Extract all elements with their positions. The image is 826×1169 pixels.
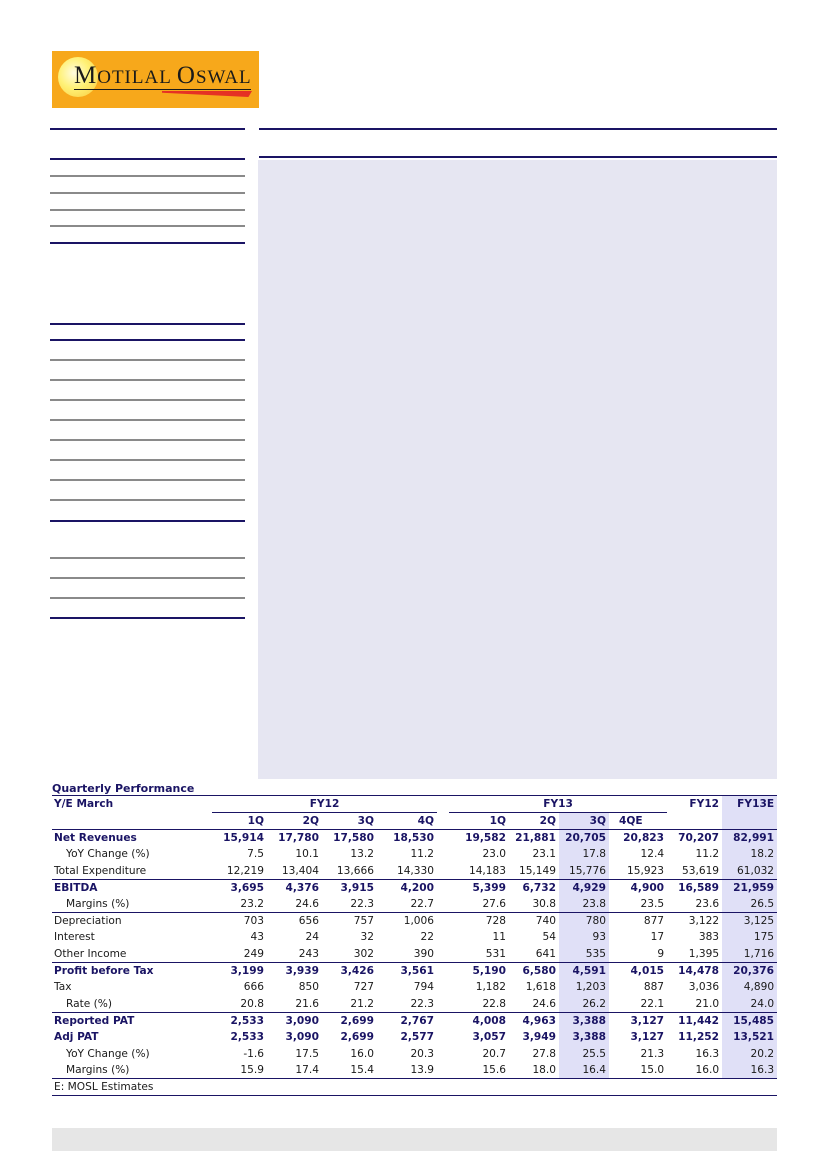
row-label: EBITDA — [52, 879, 212, 896]
cell: 6,580 — [509, 962, 559, 979]
cell: 22.1 — [640, 997, 665, 1010]
quarter-header: 4QE — [619, 815, 643, 828]
cell: 3,090 — [267, 1012, 322, 1029]
group-fy13: FY13 — [449, 796, 667, 813]
divider — [50, 128, 245, 130]
cell: 17.5 — [295, 1047, 319, 1060]
cell: 666 — [243, 981, 264, 994]
cell: 20.3 — [410, 1047, 435, 1060]
table-row — [52, 896, 777, 913]
cell: 24.0 — [722, 996, 777, 1013]
cell: 23.2 — [240, 898, 264, 911]
cell: 4,900 — [609, 879, 667, 896]
header-row-quarters — [52, 813, 777, 830]
cell: 877 — [609, 913, 667, 930]
cell: 4,591 — [559, 962, 609, 979]
cell: 780 — [559, 913, 609, 930]
row-label: Adj PAT — [54, 1031, 99, 1044]
cell: 15,776 — [559, 863, 609, 880]
divider — [50, 499, 245, 501]
brand-name: MOTILAL OSWAL — [74, 62, 252, 89]
cell: 20,823 — [609, 830, 667, 847]
divider — [50, 520, 245, 522]
table-row — [52, 946, 777, 963]
cell: 3,949 — [522, 1031, 557, 1044]
cell: 23.1 — [532, 848, 557, 861]
cell: 20,705 — [559, 830, 609, 847]
cell: 18,530 — [377, 830, 437, 847]
cell: 13,404 — [281, 864, 319, 877]
logo-swoosh — [162, 91, 252, 97]
cell: 249 — [243, 947, 264, 960]
cell: 390 — [413, 947, 435, 960]
cell: 27.8 — [532, 1047, 557, 1060]
cell: 243 — [298, 947, 319, 960]
table-row — [52, 1029, 777, 1046]
cell: 16.3 — [722, 1062, 777, 1079]
cell: 3,939 — [267, 962, 322, 979]
divider — [50, 459, 245, 461]
cell: 26.2 — [559, 996, 609, 1013]
divider — [50, 242, 245, 244]
divider — [50, 557, 245, 559]
cell: 21.3 — [640, 1047, 665, 1060]
cell: 887 — [643, 981, 665, 994]
cell: 20.7 — [482, 1047, 507, 1060]
cell: 25.5 — [559, 1045, 609, 1062]
cell: 15,485 — [722, 1012, 777, 1029]
divider — [50, 577, 245, 579]
cell: 20,376 — [722, 962, 777, 979]
cell: 30.8 — [532, 898, 557, 911]
cell: 22 — [420, 931, 435, 944]
table-row — [52, 962, 777, 979]
motilal-oswal-logo — [52, 51, 259, 108]
cell: 3,561 — [377, 962, 437, 979]
table-row — [52, 846, 777, 863]
divider — [50, 617, 245, 619]
group-fy12: FY12 — [212, 796, 437, 813]
cell: 2,699 — [322, 1012, 377, 1029]
cell: 22.8 — [482, 997, 507, 1010]
cell: 656 — [267, 913, 322, 930]
table-title: Quarterly Performance — [52, 781, 777, 796]
cell: 641 — [535, 947, 557, 960]
cell: 26.5 — [722, 896, 777, 913]
row-header-label: Y/E March — [54, 798, 114, 811]
cell: 15,923 — [626, 864, 665, 877]
divider — [50, 379, 245, 381]
divider — [50, 597, 245, 599]
quarter-header: 1Q — [247, 815, 264, 828]
cell: 18.2 — [722, 846, 777, 863]
cell: 1,716 — [722, 946, 777, 963]
cell: 535 — [559, 946, 609, 963]
cell: 16.4 — [559, 1062, 609, 1079]
cell: 3,090 — [285, 1031, 319, 1044]
col-fy12: FY12 — [689, 798, 720, 811]
table-row — [52, 879, 777, 896]
quarter-header: 3Q — [559, 813, 609, 830]
cell: 14,478 — [667, 962, 722, 979]
cell: 3,388 — [559, 1029, 609, 1046]
cell: 16.0 — [695, 1063, 720, 1076]
cell: 13,666 — [336, 864, 374, 877]
cell: 54 — [542, 931, 557, 944]
cell: 3,915 — [322, 879, 377, 896]
divider — [50, 359, 245, 361]
cell: 3,199 — [212, 962, 267, 979]
cell: 13,521 — [722, 1029, 777, 1046]
cell: 21,881 — [509, 830, 559, 847]
cell: 15.0 — [640, 1063, 665, 1076]
cell: 1,395 — [688, 947, 720, 960]
cell: 17.8 — [559, 846, 609, 863]
cell: 1,203 — [559, 979, 609, 996]
cell: 23.5 — [640, 898, 665, 911]
row-label: YoY Change (%) — [66, 1047, 150, 1060]
cell: 21.2 — [350, 997, 374, 1010]
cell: 61,032 — [722, 863, 777, 880]
cell: 11 — [492, 931, 507, 944]
cell: 15.9 — [240, 1063, 264, 1076]
cell: 17,780 — [267, 830, 322, 847]
row-label: Other Income — [54, 947, 127, 960]
cell: 3,426 — [322, 962, 377, 979]
cell: 20.8 — [240, 997, 264, 1010]
row-label: Rate (%) — [66, 997, 112, 1010]
cell: 14,330 — [396, 864, 435, 877]
cell: 1,006 — [377, 913, 437, 930]
cell: 21.0 — [695, 997, 720, 1010]
table-row — [52, 1062, 777, 1079]
cell: 16.0 — [350, 1047, 374, 1060]
cell: 21,959 — [722, 879, 777, 896]
cell: 5,399 — [449, 879, 509, 896]
divider — [50, 339, 245, 341]
cell: 24.6 — [532, 997, 557, 1010]
row-label: Margins (%) — [66, 1063, 130, 1076]
content-panel — [258, 160, 777, 779]
cell: 4,890 — [722, 979, 777, 996]
cell: 23.6 — [695, 898, 720, 911]
cell: 302 — [353, 947, 374, 960]
logo-underline — [74, 89, 251, 90]
cell: 17 — [650, 931, 665, 944]
cell: 13.9 — [410, 1063, 435, 1076]
table-row — [52, 1012, 777, 1029]
cell: 15.6 — [482, 1063, 507, 1076]
cell: 15,149 — [518, 864, 557, 877]
divider — [50, 323, 245, 325]
cell: 10.1 — [295, 848, 319, 861]
cell: 24.6 — [295, 898, 319, 911]
cell: 4,963 — [509, 1012, 559, 1029]
cell: 383 — [698, 931, 720, 944]
divider — [50, 399, 245, 401]
table-row — [52, 830, 777, 847]
cell: 2,533 — [212, 1012, 267, 1029]
table-row — [52, 863, 777, 880]
cell: 4,200 — [377, 879, 437, 896]
cell: 23.8 — [559, 896, 609, 913]
cell: 16,589 — [667, 879, 722, 896]
cell: 2,699 — [340, 1031, 374, 1044]
cell: 2,767 — [377, 1012, 437, 1029]
cell: 43 — [250, 931, 264, 944]
cell: 11,442 — [667, 1012, 722, 1029]
cell: 18.0 — [532, 1063, 557, 1076]
cell: 1,182 — [475, 981, 507, 994]
divider — [50, 225, 245, 227]
cell: 5,190 — [449, 962, 509, 979]
cell: 22.3 — [350, 898, 374, 911]
row-label: Net Revenues — [52, 830, 212, 847]
cell: 2,577 — [400, 1031, 435, 1044]
table-row — [52, 1045, 777, 1062]
quarter-header: 3Q — [357, 815, 374, 828]
row-label: YoY Change (%) — [66, 848, 150, 861]
quarter-header: 1Q — [489, 815, 507, 828]
row-label: Total Expenditure — [54, 864, 147, 877]
cell: 13.2 — [350, 848, 374, 861]
quarter-header: 2Q — [302, 815, 319, 828]
cell: 24 — [305, 931, 319, 944]
cell: 175 — [722, 929, 777, 946]
cell: 6,732 — [509, 879, 559, 896]
cell: 850 — [298, 981, 319, 994]
col-fy13e: FY13E — [722, 796, 777, 813]
cell: 4,929 — [559, 879, 609, 896]
cell: 2,533 — [230, 1031, 264, 1044]
cell: 757 — [322, 913, 377, 930]
cell: 3,695 — [212, 879, 267, 896]
table-row — [52, 996, 777, 1013]
cell: 32 — [360, 931, 374, 944]
cell: 3,388 — [559, 1012, 609, 1029]
cell: 11.2 — [410, 848, 435, 861]
row-label: Interest — [54, 931, 95, 944]
row-label: Margins (%) — [66, 898, 130, 911]
cell: 82,991 — [722, 830, 777, 847]
divider — [50, 175, 245, 177]
quarter-header: 2Q — [539, 815, 557, 828]
row-label: Profit before Tax — [52, 962, 212, 979]
cell: 3,122 — [667, 913, 722, 930]
cell: -1.6 — [243, 1047, 264, 1060]
cell: 3,036 — [688, 981, 720, 994]
cell: 1,618 — [525, 981, 557, 994]
table-row — [52, 929, 777, 946]
quarterly-performance-table — [52, 781, 777, 1096]
divider — [50, 209, 245, 211]
cell: 7.5 — [247, 848, 264, 861]
divider — [50, 439, 245, 441]
cell: 3,127 — [609, 1012, 667, 1029]
cell: 53,619 — [681, 864, 720, 877]
cell: 17,580 — [322, 830, 377, 847]
main-header-bottom-rule — [259, 156, 777, 158]
divider — [50, 192, 245, 194]
cell: 12.4 — [640, 848, 665, 861]
cell: 14,183 — [468, 864, 507, 877]
cell: 21.6 — [295, 997, 319, 1010]
cell: 3,125 — [722, 913, 777, 930]
main-header-top-rule — [259, 128, 777, 130]
cell: 531 — [485, 947, 507, 960]
cell: 27.6 — [482, 898, 507, 911]
cell: 70,207 — [667, 830, 722, 847]
cell: 740 — [509, 913, 559, 930]
cell: 703 — [212, 913, 267, 930]
cell: 11,252 — [678, 1031, 720, 1044]
cell: 17.4 — [295, 1063, 319, 1076]
row-label: Depreciation — [52, 913, 212, 930]
cell: 20.2 — [722, 1045, 777, 1062]
cell: 16.3 — [695, 1047, 720, 1060]
cell: 11.2 — [695, 848, 720, 861]
row-label: Reported PAT — [52, 1012, 212, 1029]
cell: 15,914 — [212, 830, 267, 847]
table-row — [52, 913, 777, 930]
cell: 4,015 — [609, 962, 667, 979]
cell: 12,219 — [226, 864, 264, 877]
cell: 19,582 — [449, 830, 509, 847]
divider — [50, 479, 245, 481]
cell: 728 — [449, 913, 509, 930]
divider — [50, 419, 245, 421]
table-row — [52, 979, 777, 996]
cell: 4,376 — [267, 879, 322, 896]
cell: 9 — [657, 947, 665, 960]
cell: 794 — [413, 981, 435, 994]
cell: 15.4 — [350, 1063, 374, 1076]
footer-bar — [52, 1128, 777, 1151]
cell: 727 — [353, 981, 374, 994]
cell: 4,008 — [449, 1012, 509, 1029]
table-footnote: E: MOSL Estimates — [52, 1079, 777, 1096]
row-label: Tax — [54, 981, 72, 994]
cell: 23.0 — [482, 848, 507, 861]
divider — [50, 158, 245, 160]
cell: 3,057 — [472, 1031, 507, 1044]
cell: 3,127 — [630, 1031, 665, 1044]
quarter-header: 4Q — [417, 815, 435, 828]
cell: 93 — [559, 929, 609, 946]
cell: 22.7 — [410, 898, 435, 911]
header-row-groups — [52, 796, 777, 813]
cell: 22.3 — [410, 997, 435, 1010]
